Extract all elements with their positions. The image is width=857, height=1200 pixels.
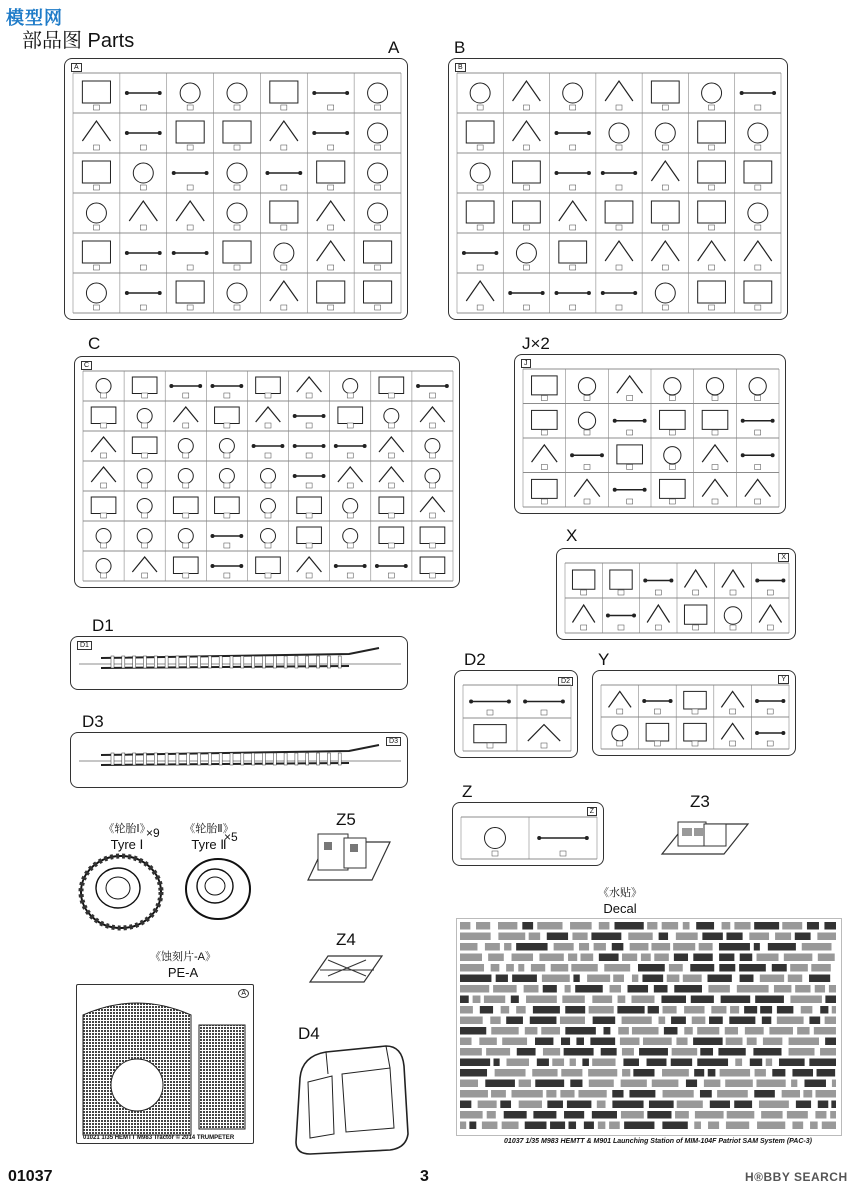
sprue-b	[448, 58, 788, 320]
sprue-tag-j: J	[521, 359, 531, 368]
sprue-d2-drawing	[455, 671, 577, 757]
sprue-label-a: A	[388, 38, 400, 57]
sprue-tag-y: Y	[778, 675, 789, 684]
sprue-tag-b: B	[455, 63, 466, 72]
clear-part-z5	[304, 830, 394, 886]
sprue-label-x: X	[566, 526, 578, 545]
sprue-d1	[70, 636, 408, 690]
sprue-d3	[70, 732, 408, 788]
sprue-tag-z: Z	[587, 807, 597, 816]
decal-name: Decal	[603, 901, 637, 916]
sprue-y	[592, 670, 796, 756]
sprue-a	[64, 58, 408, 320]
sprue-c	[74, 356, 460, 588]
footer-page-number: 3	[420, 1168, 429, 1185]
clear-part-z3	[656, 814, 756, 864]
sprue-x-drawing	[557, 549, 795, 639]
cab-part-d4	[286, 1042, 416, 1162]
decal-caption: 01037 1/35 M983 HEMTT & M901 Launching Station of MIM-104F Patriot SAM System (PAC-3)	[504, 1138, 812, 1145]
pe-name: PE-A	[167, 965, 199, 980]
sprue-label-d3: D3	[82, 712, 104, 731]
sprue-tag-d1: D1	[77, 641, 92, 650]
tyre-1-name: Tyre Ⅰ	[110, 837, 144, 852]
sprue-c-drawing	[75, 357, 459, 587]
sprue-label-z4: Z4	[336, 930, 356, 949]
sprue-b-drawing	[449, 59, 787, 319]
tyre-2-drawing	[182, 856, 254, 922]
sprue-y-drawing	[593, 671, 795, 755]
sprue-label-d1: D1	[92, 616, 114, 635]
sprue-label-d4: D4	[298, 1024, 320, 1043]
sprue-label-z3: Z3	[690, 792, 710, 811]
pe-tag: A	[238, 989, 249, 998]
sprue-x	[556, 548, 796, 640]
watermark-logo: 模型网	[6, 8, 63, 28]
sprue-d2	[454, 670, 578, 758]
decal-label	[590, 886, 650, 916]
sprue-label-z: Z	[462, 782, 473, 801]
sprue-z-drawing	[453, 803, 603, 865]
sprue-j	[514, 354, 786, 514]
decal-sheet-drawing	[456, 918, 842, 1136]
sprue-label-c: C	[88, 334, 101, 353]
tyre-1-drawing	[76, 852, 166, 932]
sprue-label-y: Y	[598, 650, 610, 669]
pe-fret-drawing	[77, 985, 253, 1143]
sprue-label-d2: D2	[464, 650, 486, 669]
sprue-label-j: J×2	[522, 334, 550, 353]
sprue-tag-d3: D3	[386, 737, 401, 746]
tyre-1-multiplier: ×9	[146, 826, 160, 840]
pe-fret	[76, 984, 254, 1144]
tyre-2-name: Tyre Ⅱ	[191, 837, 227, 852]
sprue-d3-drawing	[71, 733, 407, 787]
footer-source-logo: H®BBY SEARCH	[745, 1170, 848, 1184]
decal-cn: 《水贴》	[598, 887, 642, 899]
sprue-tag-d2: D2	[558, 677, 573, 686]
decal-sheet	[456, 918, 842, 1136]
sprue-tag-x: X	[778, 553, 789, 562]
sprue-z	[452, 802, 604, 866]
sprue-j-drawing	[515, 355, 785, 513]
footer-product-code: 01037	[8, 1168, 53, 1185]
tyre-2-cn: 《轮胎Ⅱ》	[184, 823, 234, 835]
sprue-tag-c: C	[81, 361, 92, 370]
sprue-tag-a: A	[71, 63, 82, 72]
page-title: 部品图 Parts	[22, 30, 135, 52]
tyre-2-multiplier: ×5	[224, 830, 238, 844]
sprue-label-z5: Z5	[336, 810, 356, 829]
pe-caption: 01021 1/35 HEMTT M983 Tractor © 2014 TRUMPETER	[83, 1135, 235, 1141]
tyre-1-cn: 《轮胎Ⅰ》	[103, 823, 151, 835]
pe-label	[128, 950, 238, 980]
sprue-d1-drawing	[71, 637, 407, 689]
sprue-a-drawing	[65, 59, 407, 319]
pe-cn: 《蚀刻片-A》	[150, 951, 216, 963]
clear-part-z4	[306, 950, 386, 986]
sprue-label-b: B	[454, 38, 466, 57]
